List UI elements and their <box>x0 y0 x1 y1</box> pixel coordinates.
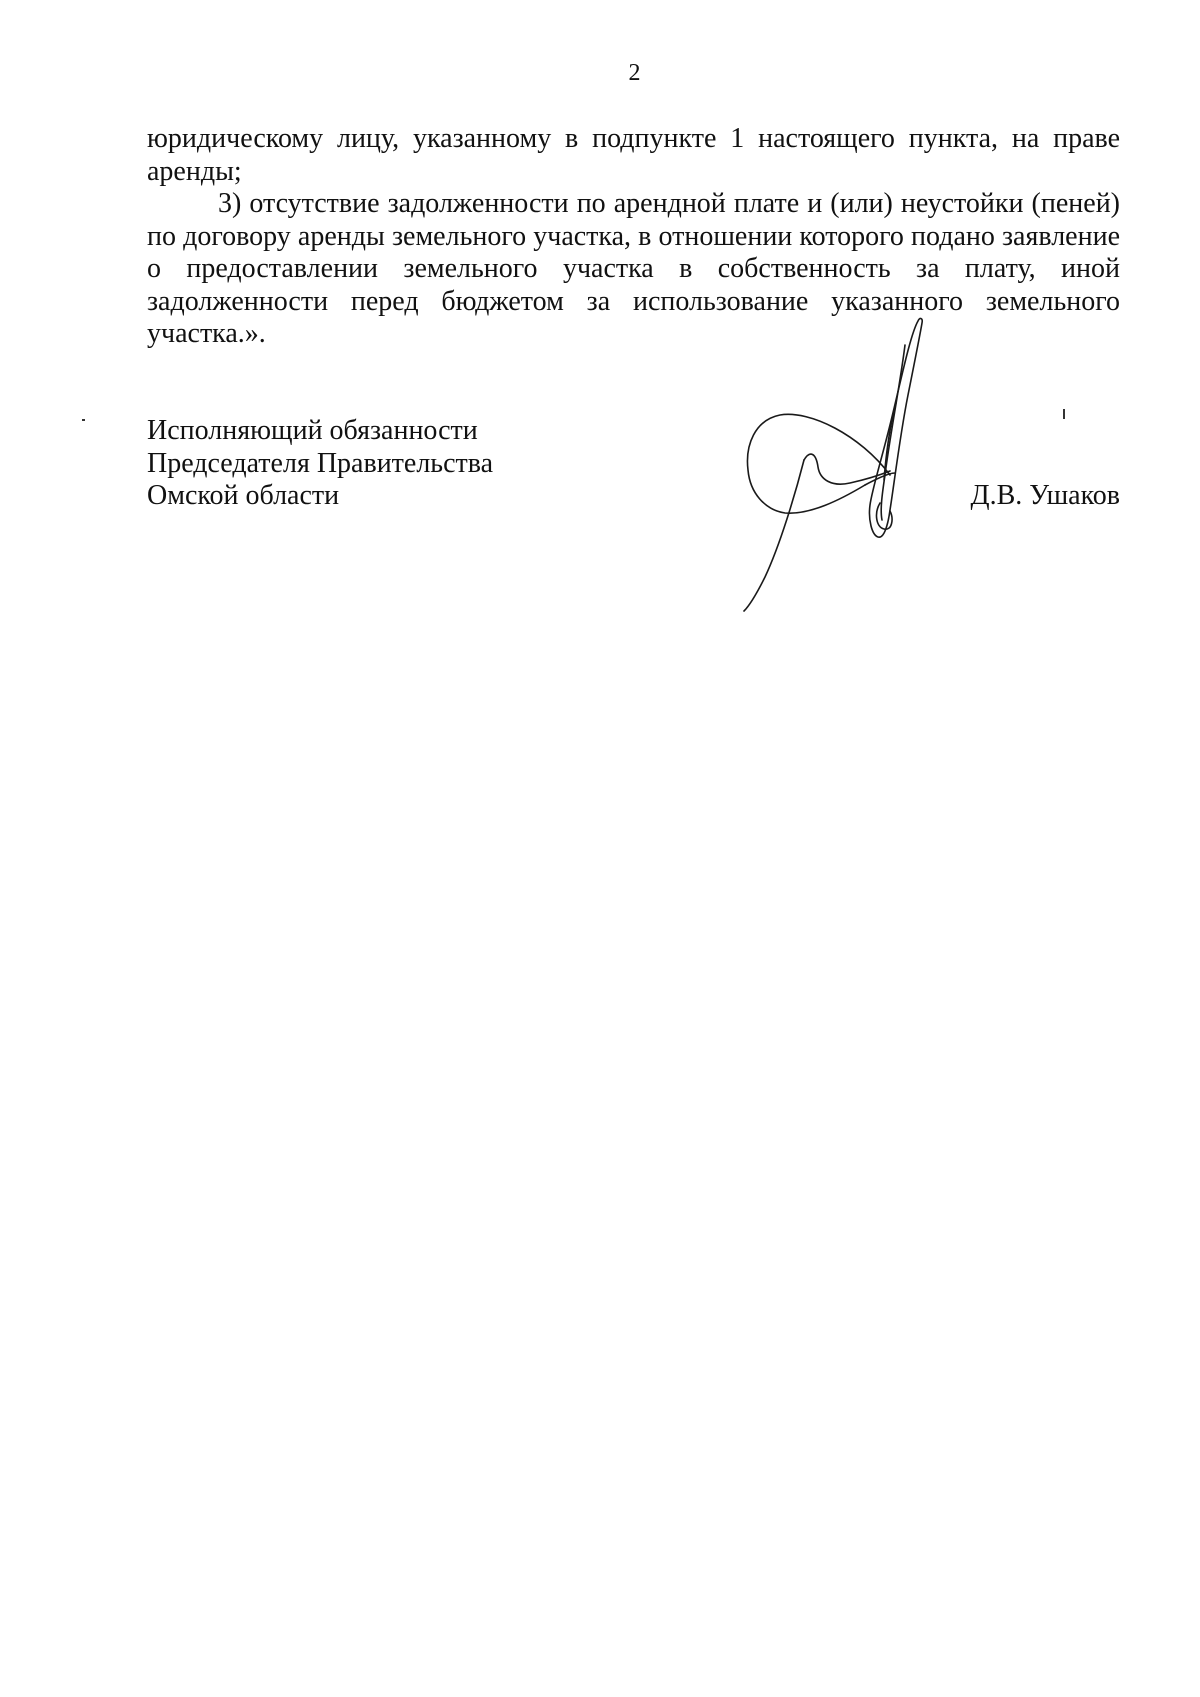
scan-speck <box>1063 409 1065 419</box>
page-number: 2 <box>628 60 641 86</box>
scan-speck <box>82 419 85 421</box>
body-paragraph-2: 3) отсутствие задолженности по арендной плате и (или) неустойки (пеней) по договору аренды земельного участка, в отношении которого подано заявление о предоставлении земельного участка в собственность за плату, иной задолженности перед бюджетом за использование указанного земельного участка.». <box>147 188 1120 349</box>
signatory-position <box>147 415 493 513</box>
body-paragraph-1: юридическому лицу, указанному в подпункте 1 настоящего пункта, на праве аренды; <box>147 123 1120 187</box>
position-line-2: Председателя Правительства <box>147 447 494 479</box>
signer-name: Д.В. Ушаков <box>970 480 1120 511</box>
position-line-1: Исполняющий обязанности <box>147 415 478 446</box>
position-line-3: Омской области <box>147 480 340 511</box>
